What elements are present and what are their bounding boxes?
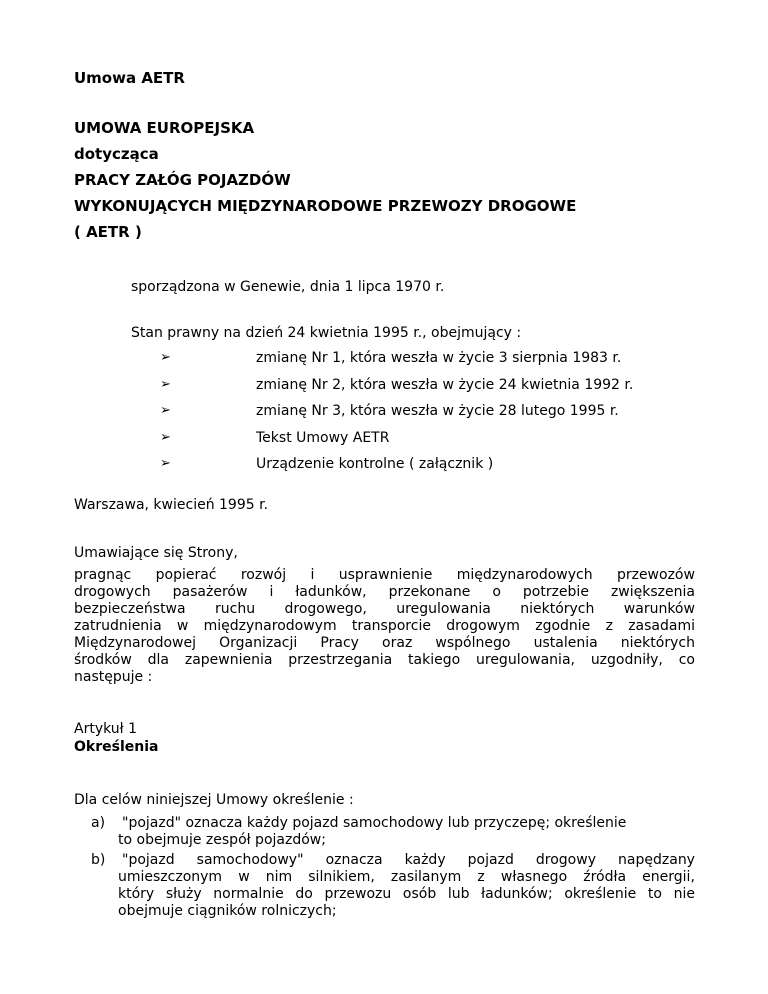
preamble-line [74,567,695,584]
word: niektórych [620,635,695,651]
word: wspólnego [435,635,511,651]
preamble-line: następuje : [74,669,153,685]
word: popierać [155,567,217,583]
heading-line: WYKONUJĄCYCH MIĘDZYNARODOWE PRZEWOZY DROGOWE [74,197,577,215]
legal-status-line: Stan prawny na dzień 24 kwietnia 1995 r., obejmujący : [131,325,522,341]
prepared-note: sporządzona w Genewie, dnia 1 lipca 1970 r. [131,279,445,295]
word: nie [673,886,695,902]
word: transporcie [351,618,431,634]
word: uzgodniły, [590,652,663,668]
word: międzynarodowym [203,618,337,634]
list-item-text: Tekst Umowy AETR [256,429,390,446]
word: oraz [382,635,413,651]
word: przewozów [616,567,695,583]
word: własnego [500,869,568,885]
word: który [118,886,155,902]
word: każdy [404,852,446,868]
arrow-bullet-icon: ➢ [160,376,171,392]
place-and-date: Warszawa, kwiecień 1995 r. [74,497,269,513]
word: pragnąc [74,567,132,583]
word: określenie [564,886,637,902]
word: lub [447,886,470,902]
word: zasadami [628,618,695,634]
word: uregulowania [396,601,491,617]
definition-item [74,852,695,920]
word: niektórych [520,601,595,617]
word: z [477,869,485,885]
word: środków [74,652,132,668]
arrow-bullet-icon: ➢ [160,429,171,445]
definition-item [74,815,695,849]
word: ładunków, [295,584,367,600]
heading-line: ( AETR ) [74,223,142,241]
list-item-text: zmianę Nr 1, która weszła w życie 3 sierpnia 1983 r. [256,350,622,366]
word: o [492,584,501,600]
word: drogowych [74,584,151,600]
word: i [310,567,315,583]
word: Pracy [320,635,359,651]
word: pasażerów [172,584,248,600]
arrow-bullet-icon: ➢ [160,350,171,365]
preamble-line [74,652,695,669]
preamble-line [74,584,695,601]
word: normalnie [213,886,284,902]
word: energii, [642,869,695,885]
word: dla [147,652,170,668]
definition-line: obejmuje ciągników rolniczych; [118,903,337,919]
article-number: Artykuł 1 [74,721,137,737]
definition-line: to obejmuje zespół pojazdów; [118,832,326,848]
definition-line [74,869,695,886]
word: drogowym [446,618,520,634]
word: oznacza [325,852,383,868]
word: samochodowy" [196,852,304,868]
word: zapewnienia [184,652,273,668]
definition-line: "pojazd" oznacza każdy pojazd samochodowy lub przyczepę; określenie [122,815,627,831]
word: ruchu [215,601,256,617]
heading-line: PRACY ZAŁÓG POJAZDÓW [74,171,291,189]
definition-line [74,886,695,903]
word: zgodnie [535,618,591,634]
word: umieszczonym [118,869,223,885]
word: Międzynarodowej [74,635,196,651]
word: przewozu [324,886,392,902]
preamble-paragraph [74,567,695,686]
word: osób [402,886,437,902]
contracting-parties-line: Umawiające się Strony, [74,545,238,561]
word: potrzebie [522,584,589,600]
word: nim [265,869,293,885]
article-title: Określenia [74,739,159,755]
definition-label: b) [91,852,106,868]
list-item-text: Urządzenie kontrolne ( załącznik ) [256,456,494,472]
word: rozwój [240,567,287,583]
document-title: Umowa AETR [74,69,185,87]
word: zatrudnienia [74,618,162,634]
word: zasilanym [390,869,462,885]
word: przekonane [388,584,471,600]
word: międzynarodowych [456,567,593,583]
list-item-text: zmianę Nr 3, która weszła w życie 28 lutego 1995 r. [256,403,619,419]
arrow-bullet-icon: ➢ [160,456,171,471]
word: z [605,618,613,634]
word: co [678,652,695,668]
definition-line [74,852,695,869]
arrow-bullet-icon: ➢ [160,403,171,418]
word: źródła [583,869,627,885]
word: ładunków; [481,886,553,902]
word: służy [165,886,202,902]
word: i [269,584,274,600]
heading-line: UMOWA EUROPEJSKA [74,119,255,137]
definition-label: a) [91,815,106,831]
preamble-line [74,601,695,618]
preamble-line [74,635,695,652]
word: ustalenia [533,635,598,651]
preamble-line [74,618,695,635]
word: uregulowania, [476,652,575,668]
word: przestrzegania [288,652,393,668]
definitions-intro: Dla celów niniejszej Umowy określenie : [74,792,354,808]
agreement-heading [74,118,576,248]
word: drogowego, [284,601,367,617]
word: usprawnienie [338,567,433,583]
word: zwiększenia [610,584,695,600]
word: silnikiem, [308,869,375,885]
word: drogowy [535,852,596,868]
list-item-text: zmianę Nr 2, która weszła w życie 24 kwietnia 1992 r. [256,376,634,393]
word: bezpieczeństwa [74,601,186,617]
word: do [295,886,313,902]
word: takiego [408,652,461,668]
word: w [238,869,250,885]
word: w [176,618,189,634]
heading-line: dotycząca [74,145,159,163]
word: warunków [623,601,695,617]
word: to [647,886,662,902]
word: napędzany [618,852,695,868]
word: pojazd [467,852,514,868]
word: "pojazd [122,852,175,868]
word: Organizacji [219,635,298,651]
